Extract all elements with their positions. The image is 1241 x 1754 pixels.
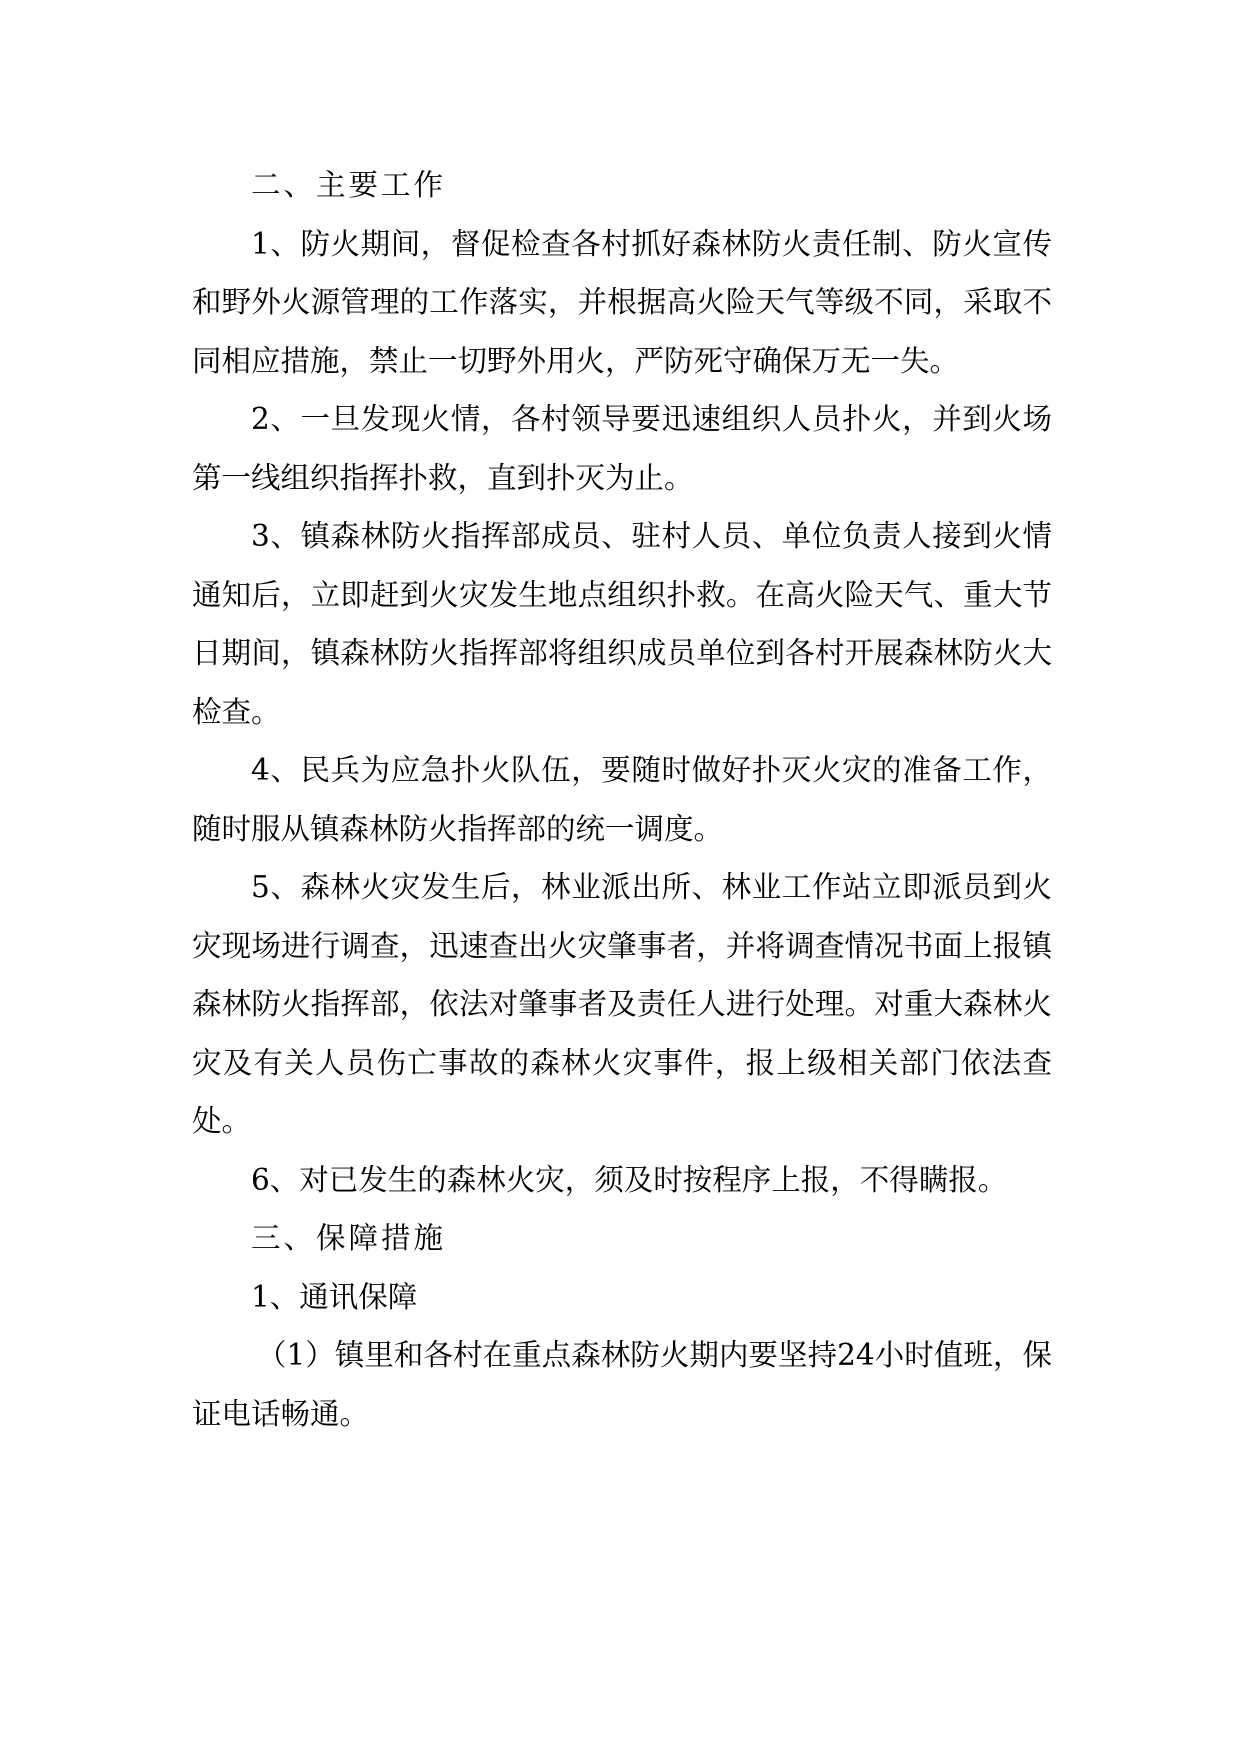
paragraph-item-3: 3、镇森林防火指挥部成员、驻村人员、单位负责人接到火情通知后，立即赶到火灾发生地点组织扑救。在高火险天气、重大节日期间，镇森林防火指挥部将组织成员单位到各村开展森林防火大检查。 bbox=[192, 519, 1052, 729]
section-heading-main-work: 二、主要工作 bbox=[251, 168, 447, 202]
section-heading-safeguards: 三、保障措施 bbox=[251, 1221, 447, 1255]
subheading-communication: 1、通讯保障 bbox=[251, 1279, 418, 1314]
paragraph-item-1: 1、防火期间，督促检查各村抓好森林防火责任制、防火宣传和野外火源管理的工作落实，并根据高火险天气等级不同，采取不同相应措施，禁止一切野外用火，严防死守确保万无一失。 bbox=[192, 226, 1052, 378]
paragraph-item-2: 2、一旦发现火情，各村领导要迅速组织人员扑火，并到火场第一线组织指挥扑救，直到扑灭为止。 bbox=[192, 402, 1052, 495]
paragraph-item-5: 5、森林火灾发生后，林业派出所、林业工作站立即派员到火灾现场进行调查，迅速查出火灾肇事者，并将调查情况书面上报镇森林防火指挥部，依法对肇事者及责任人进行处理。对重大森林火灾及有关人员伤亡事故的森林火灾事件，报上级相关部门依法查处。 bbox=[192, 870, 1052, 1138]
paragraph-item-6: 6、对已发生的森林火灾，须及时按程序上报，不得瞒报。 bbox=[251, 1162, 1008, 1197]
paragraph-communication-1: （1）镇里和各村在重点森林防火期内要坚持24小时值班，保证电话畅通。 bbox=[192, 1338, 1052, 1431]
document-body bbox=[192, 156, 1052, 1443]
paragraph-item-4: 4、民兵为应急扑火队伍，要随时做好扑灭火灾的准备工作，随时服从镇森林防火指挥部的统一调度。 bbox=[192, 753, 1052, 846]
